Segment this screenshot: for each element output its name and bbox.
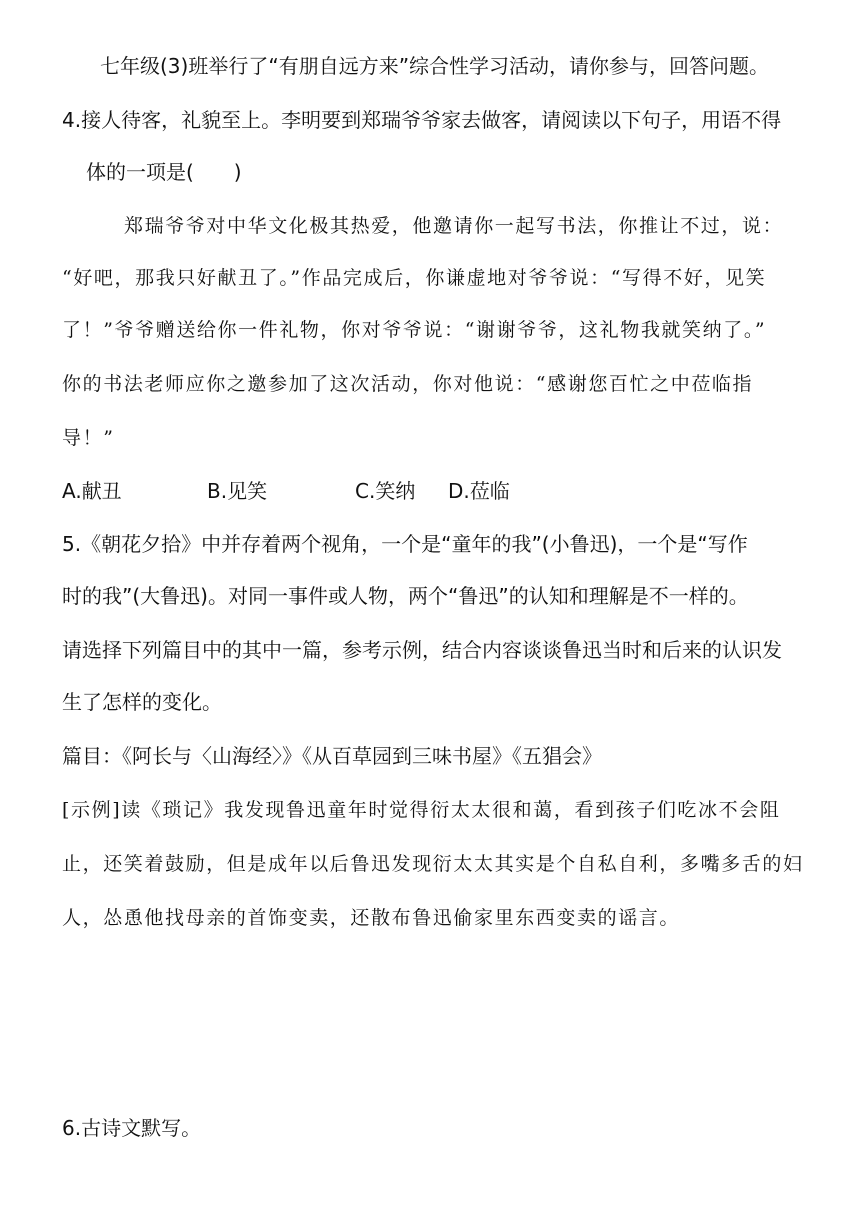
q5-line-1: 5.《朝花夕拾》中并存着两个视角，一个是“童年的我”(小鲁迅)，一个是“写作 [62, 532, 748, 556]
q4-stem-line-2: 体的一项是( ) [86, 160, 242, 184]
q4-passage-line-2: “好吧，那我只好献丑了。”作品完成后，你谦虚地对爷爷说：“写得不好，见笑 [62, 267, 767, 289]
q4-stem-line-1: 4.接人待客，礼貌至上。李明要到郑瑞爷爷家去做客，请阅读以下句子，用语不得 [62, 108, 782, 132]
q4-passage-line-4: 你的书法老师应你之邀参加了这次活动，你对他说：“感谢您百忙之中莅临指 [62, 373, 754, 395]
q4-option-d: D.莅临 [448, 479, 510, 503]
q4-option-b: B.见笑 [207, 479, 268, 503]
q4-passage-line-3: 了！”爷爷赠送给你一件礼物，你对爷爷说：“谢谢爷爷，这礼物我就笑纳了。” [62, 319, 767, 341]
q4-passage-line-5: 导！” [62, 427, 115, 449]
q5-example-line-2: 止，还笑着鼓励，但是成年以后鲁迅发现衍太太其实是个自私自利，多嘴多舌的妇 [62, 853, 804, 875]
q4-passage-line-1: 郑瑞爷爷对中华文化极其热爱，他邀请你一起写书法，你推让不过，说： [124, 215, 784, 237]
q5-line-3: 请选择下列篇目中的其中一篇，参考示例，结合内容谈谈鲁迅当时和后来的认识发 [62, 638, 782, 662]
q5-line-2: 时的我”(大鲁迅)。对同一事件或人物，两个“鲁迅”的认知和理解是不一样的。 [62, 584, 749, 608]
q4-option-c: C.笑纳 [355, 479, 416, 503]
intro-text: 七年级(3)班举行了“有朋自远方来”综合性学习活动，请你参与，回答问题。 [100, 54, 770, 78]
q4-option-a: A.献丑 [62, 479, 122, 503]
q5-line-4: 生了怎样的变化。 [62, 690, 222, 714]
q6-title: 6.古诗文默写。 [62, 1116, 202, 1140]
q5-example-line-3: 人，怂恿他找母亲的首饰变卖，还散布鲁迅偷家里东西变卖的谣言。 [62, 907, 681, 929]
q5-example-line-1: [示例]读《琐记》我发现鲁迅童年时觉得衍太太很和蔼，看到孩子们吃冰不会阻 [62, 799, 781, 821]
q5-titles: 篇目：《阿长与〈山海经〉》《从百草园到三味书屋》《五猖会》 [62, 744, 602, 768]
